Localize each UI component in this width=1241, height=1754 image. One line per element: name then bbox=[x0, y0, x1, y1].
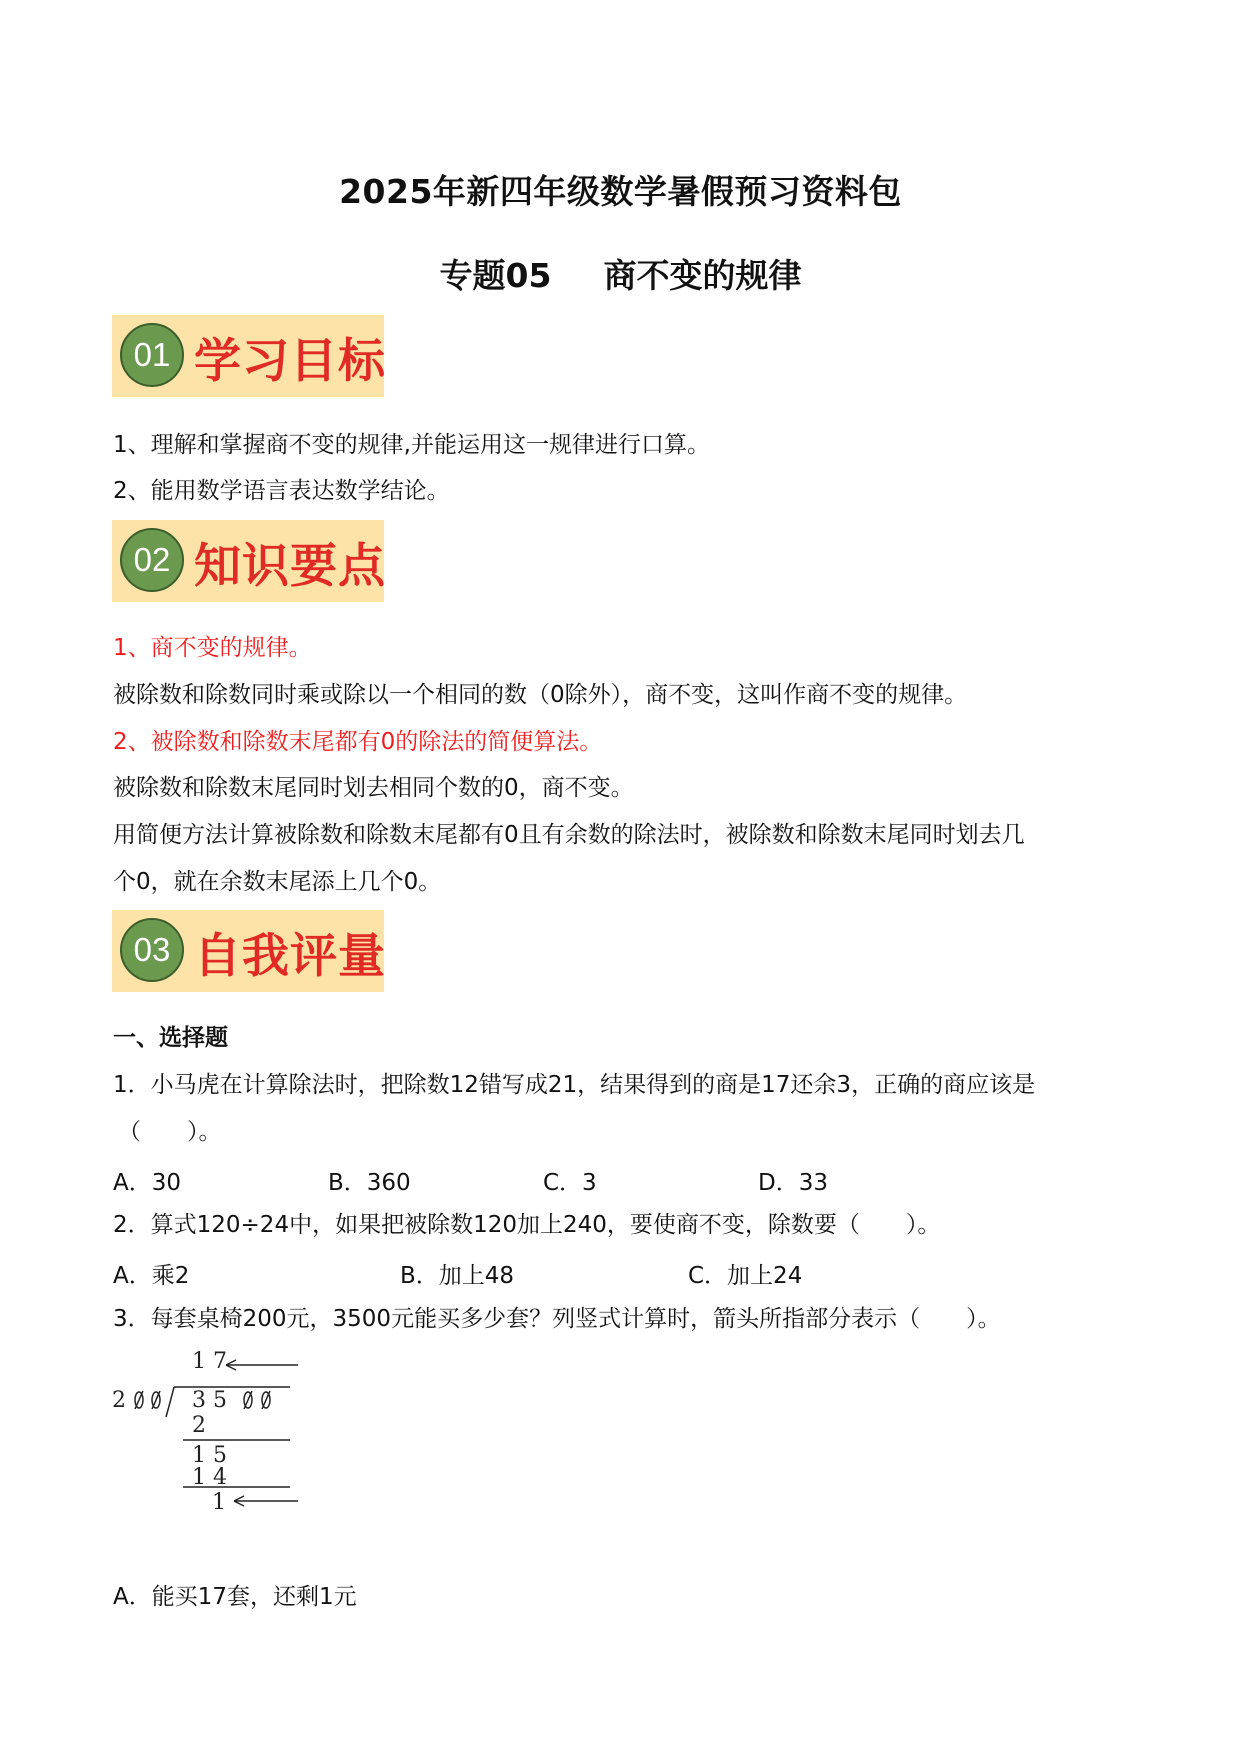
knowledge-paragraph-1: 被除数和除数同时乘或除以一个相同的数（0除外），商不变，这叫作商不变的规律。 bbox=[113, 682, 968, 708]
division-quotient: 1 7 bbox=[192, 1349, 227, 1374]
section-title: 学习目标 bbox=[194, 334, 386, 389]
q1-option-a[interactable]: A．30 bbox=[113, 1170, 182, 1196]
q2-option-c[interactable]: C．加上24 bbox=[688, 1263, 803, 1289]
knowledge-heading-2: 2、被除数和除数末尾都有0的除法的简便算法。 bbox=[113, 729, 603, 755]
question-2-text: 2．算式120÷24中，如果把被除数120加上240，要使商不变，除数要（ ）。 bbox=[113, 1212, 941, 1238]
page-title: 2025年新四年级数学暑假预习资料包 bbox=[339, 172, 902, 211]
page-subtitle bbox=[0, 250, 1241, 297]
section-banner-03 bbox=[112, 910, 384, 992]
question-1-text: 1．小马虎在计算除法时，把除数12错写成21，结果得到的商是17还余3，正确的商应该是 bbox=[113, 1072, 1036, 1098]
section-number-badge: 01 bbox=[120, 323, 184, 387]
knowledge-paragraph-3a: 用简便方法计算被除数和除数末尾都有0且有余数的除法时，被除数和除数末尾同时划去几 bbox=[113, 822, 1025, 848]
knowledge-paragraph-3b: 个0，就在余数末尾添上几个0。 bbox=[113, 869, 442, 895]
question-3-text: 3．每套桌椅200元，3500元能买多少套？列竖式计算时，箭头所指部分表示（ ）。 bbox=[113, 1306, 1001, 1332]
q1-option-b[interactable]: B．360 bbox=[328, 1170, 411, 1196]
section-title: 自我评量 bbox=[194, 929, 386, 984]
q1-option-c[interactable]: C．3 bbox=[543, 1170, 597, 1196]
q1-option-d[interactable]: D．33 bbox=[758, 1170, 828, 1196]
q2-option-b[interactable]: B．加上48 bbox=[400, 1263, 515, 1289]
long-division-figure bbox=[108, 1345, 308, 1530]
division-step-2: 1 5 bbox=[192, 1443, 227, 1468]
section-banner-02 bbox=[112, 520, 384, 602]
subtitle-name: 商不变的规律 bbox=[603, 256, 802, 295]
section-number-badge: 02 bbox=[120, 528, 184, 592]
division-divisor: 2 bbox=[112, 1388, 126, 1413]
division-remainder: 1 bbox=[212, 1490, 226, 1515]
section-title: 知识要点 bbox=[194, 539, 386, 594]
q2-option-a[interactable]: A．乘2 bbox=[113, 1263, 190, 1289]
section-banner-01 bbox=[112, 315, 384, 397]
q3-option-a[interactable]: A．能买17套，还剩1元 bbox=[113, 1584, 357, 1610]
division-step-1: 2 bbox=[192, 1413, 206, 1438]
knowledge-heading-1: 1、商不变的规律。 bbox=[113, 635, 312, 661]
goal-item-2: 2、能用数学语言表达数学结论。 bbox=[113, 478, 450, 504]
goal-item-1: 1、理解和掌握商不变的规律,并能运用这一规律进行口算。 bbox=[113, 432, 710, 458]
section-number-badge: 03 bbox=[120, 918, 184, 982]
knowledge-paragraph-2: 被除数和除数末尾同时划去相同个数的0，商不变。 bbox=[113, 775, 634, 801]
subtitle-topic: 专题05 bbox=[439, 256, 552, 295]
question-1-blank: （ ）。 bbox=[118, 1119, 222, 1145]
quiz-heading: 一、选择题 bbox=[113, 1025, 228, 1051]
division-dividend: 3 5 bbox=[192, 1388, 227, 1413]
division-step-3: 1 4 bbox=[192, 1465, 227, 1490]
